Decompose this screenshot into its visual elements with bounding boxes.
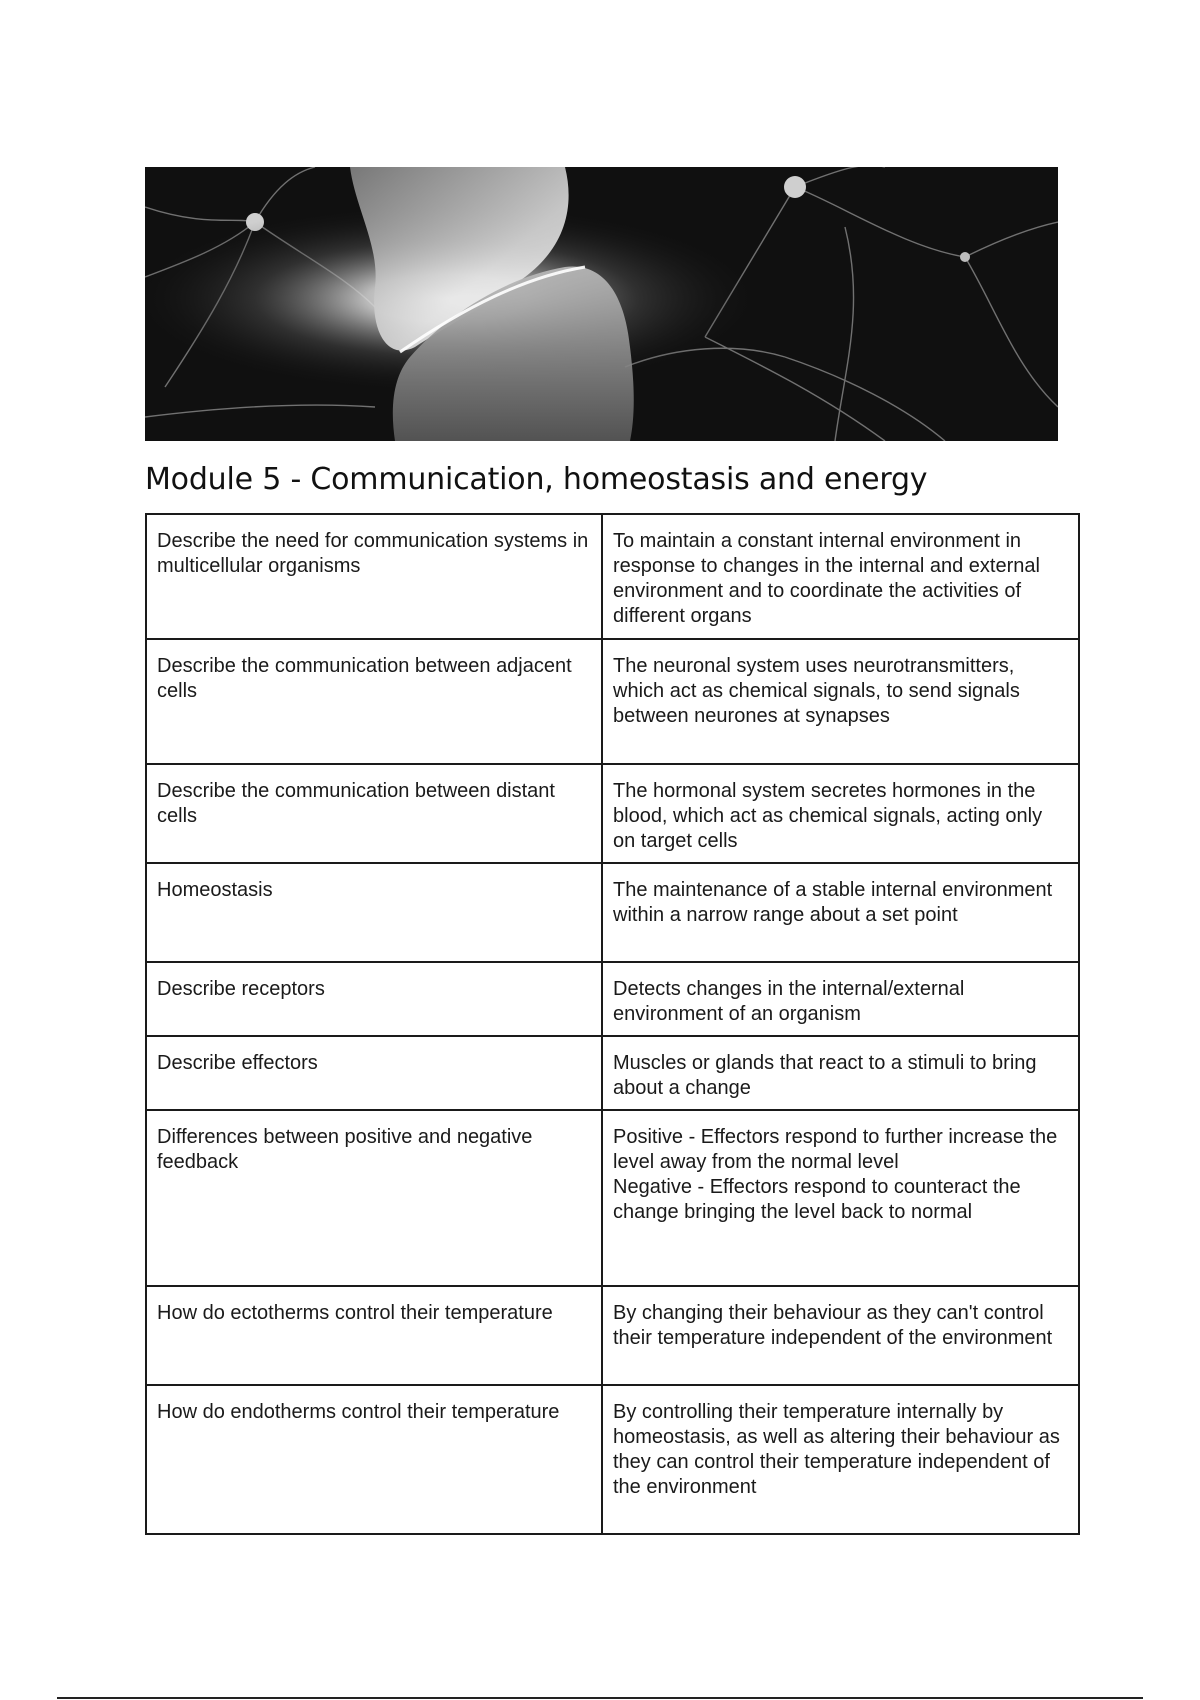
question-cell: Describe effectors <box>146 1036 602 1110</box>
table-row <box>146 514 1079 639</box>
revision-table <box>145 513 1080 1535</box>
answer-cell: By changing their behaviour as they can't control their temperature independent of the environment <box>602 1286 1079 1385</box>
table-row <box>146 1286 1079 1385</box>
answer-cell: By controlling their temperature internally by homeostasis, as well as altering their behaviour as they can control their temperature independent of the environment <box>602 1385 1079 1534</box>
table-row <box>146 962 1079 1036</box>
question-cell: Describe the communication between distant cells <box>146 764 602 863</box>
table-row <box>146 1110 1079 1286</box>
question-cell: Describe receptors <box>146 962 602 1036</box>
table-row <box>146 1036 1079 1110</box>
answer-cell: Muscles or glands that react to a stimuli to bring about a change <box>602 1036 1079 1110</box>
synapse-banner-image <box>145 167 1058 441</box>
answer-cell: Detects changes in the internal/external environment of an organism <box>602 962 1079 1036</box>
table-row <box>146 863 1079 962</box>
answer-cell: The hormonal system secretes hormones in the blood, which act as chemical signals, acting only on target cells <box>602 764 1079 863</box>
question-cell: How do endotherms control their temperature <box>146 1385 602 1534</box>
answer-cell: To maintain a constant internal environment in response to changes in the internal and external environment and to coordinate the activities of different organs <box>602 514 1079 639</box>
table-row <box>146 764 1079 863</box>
table-row <box>146 639 1079 764</box>
question-cell: How do ectotherms control their temperature <box>146 1286 602 1385</box>
table-row <box>146 1385 1079 1534</box>
question-cell: Describe the need for communication systems in multicellular organisms <box>146 514 602 639</box>
question-cell: Homeostasis <box>146 863 602 962</box>
question-cell: Differences between positive and negative feedback <box>146 1110 602 1286</box>
question-cell: Describe the communication between adjacent cells <box>146 639 602 764</box>
answer-cell: The maintenance of a stable internal environment within a narrow range about a set point <box>602 863 1079 962</box>
module-title: Module 5 - Communication, homeostasis and energy <box>145 462 928 497</box>
footer-divider <box>57 1697 1143 1699</box>
answer-cell: Positive - Effectors respond to further increase the level away from the normal level Negative - Effectors respond to counteract the change bringing the level back to normal <box>602 1110 1079 1286</box>
answer-cell: The neuronal system uses neurotransmitters, which act as chemical signals, to send signals between neurones at synapses <box>602 639 1079 764</box>
